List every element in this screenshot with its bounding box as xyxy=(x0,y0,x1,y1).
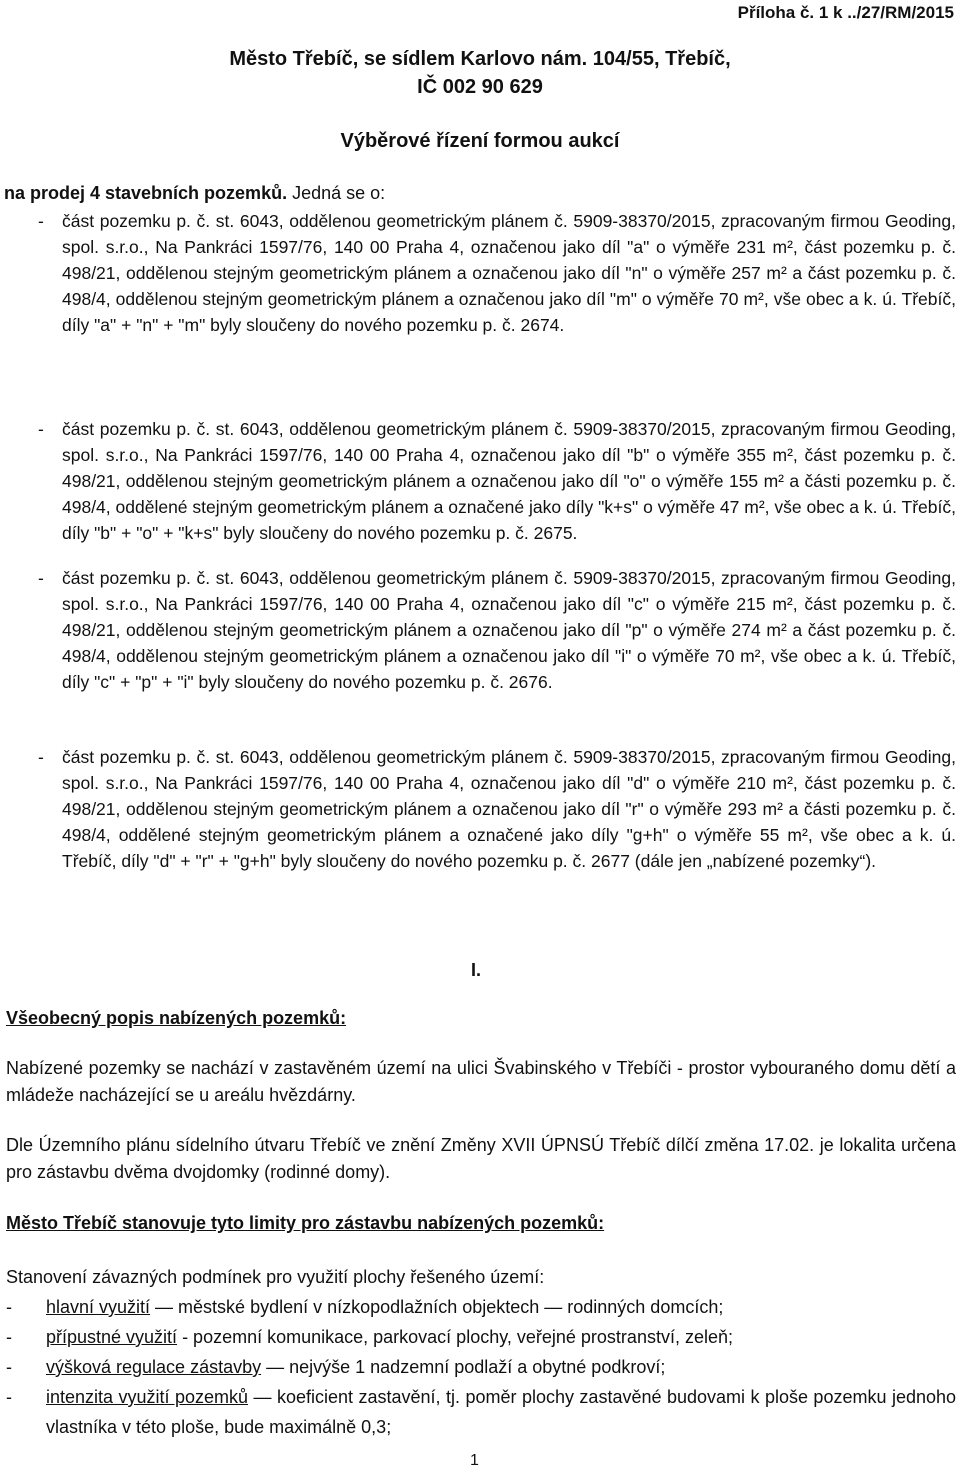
intro-line xyxy=(4,180,385,206)
issuer-id: IČ 002 90 629 xyxy=(417,76,543,98)
parcel-item-1 xyxy=(6,208,956,338)
limits-section xyxy=(6,1262,956,1442)
limit-item xyxy=(6,1322,956,1352)
limit-text: — městské bydlení v nízkopodlažních objektech — rodinných domcích; xyxy=(150,1297,724,1317)
parcel-item-text: část pozemku p. č. st. 6043, oddělenou geometrickým plánem č. 5909-38370/2015, zpracovaným firmou Geoding, spol. s.r.o., Na Pankráci 1597/76, 140 00 Praha 4, označenou jako díl "d" o výměře 210 m², část pozemku p. č. 498/21, oddělenou stejným geometrickým plánem a označenou jako díl "r" o výměře 293 m² a části pozemku p. č. 498/4, oddělené stejným geometrickým plánem a označené jako díly "g+h" o výměře 55 m², vše obec a k. ú. Třebíč, díly "d" + "r" + "g+h" byly sloučeny do nového pozemku p. č. 2677 (dále jen „nabízené pozemky“). xyxy=(62,747,956,871)
paragraph-zoning: Dle Územního plánu sídelního útvaru Třebíč ve znění Změny XVII ÚPNSÚ Třebíč dílčí změna 17.02. je lokalita určena pro zástavbu dvěma dvojdomky (rodinné domy). xyxy=(6,1135,956,1182)
parcel-item-3 xyxy=(6,565,956,695)
intro-rest: Jedná se o: xyxy=(287,183,386,203)
parcel-item-2 xyxy=(6,416,956,546)
parcel-item-text: část pozemku p. č. st. 6043, oddělenou geometrickým plánem č. 5909-38370/2015, zpracovaným firmou Geoding, spol. s.r.o., Na Pankráci 1597/76, 140 00 Praha 4, označenou jako díl "c" o výměře 215 m², část pozemku p. č. 498/21, oddělenou stejným geometrickým plánem a označenou jako díl "p" o výměře 274 m² a část pozemku p. č. 498/4, oddělenou stejným geometrickým plánem a označenou jako díl "i" o výměře 70 m², vše obec a k. ú. Třebíč, díly "c" + "p" + "i" byly sloučeny do nového pozemku p. č. 2676. xyxy=(62,568,956,692)
limit-item xyxy=(6,1382,956,1442)
limit-term: intenzita využití pozemků xyxy=(46,1387,249,1407)
limit-text: - pozemní komunikace, parkovací plochy, veřejné prostranství, zeleň; xyxy=(177,1327,733,1347)
paragraph-location: Nabízené pozemky se nachází v zastavěném území na ulici Švabinského v Třebíči - prostor vybouraného domu dětí a mládeže nacházející se u areálu hvězdárny. xyxy=(6,1058,956,1105)
limit-text: — koeficient zastavění, tj. poměr plochy zastavěné budovami k ploše pozemku jednoho vlastníka v této ploše, bude maximálně 0,3; xyxy=(46,1387,957,1437)
limit-dash: - xyxy=(6,1387,12,1407)
limit-item xyxy=(6,1352,956,1382)
issuer-line: Město Třebíč, se sídlem Karlovo nám. 104/55, Třebíč, xyxy=(229,48,731,70)
limit-term: hlavní využití xyxy=(46,1297,151,1317)
item-dash: - xyxy=(38,211,44,231)
limit-dash: - xyxy=(6,1357,12,1377)
limits-heading: Město Třebíč stanovuje tyto limity pro zástavbu nabízených pozemků: xyxy=(6,1213,605,1233)
limit-term: výšková regulace zástavby xyxy=(46,1357,262,1377)
document-title: Výběrové řízení formou aukcí xyxy=(340,130,620,152)
item-dash: - xyxy=(38,747,44,767)
parcel-item-text: část pozemku p. č. st. 6043, oddělenou geometrickým plánem č. 5909-38370/2015, zpracovaným firmou Geoding, spol. s.r.o., Na Pankráci 1597/76, 140 00 Praha 4, označenou jako díl "b" o výměře 355 m², část pozemku p. č. 498/21, oddělenou stejným geometrickým plánem a označenou jako díl "o" o výměře 155 m² a části pozemku p. č. 498/4, oddělené stejným geometrickým plánem a označené jako díly "k+s" o výměře 47 m², vše obec a k. ú. Třebíč, díly "b" + "o" + "k+s" byly sloučeny do nového pozemku p. č. 2675. xyxy=(62,419,956,543)
parcel-item-4 xyxy=(6,744,956,874)
conditions-intro: Stanovení závazných podmínek pro využití plochy řešeného území: xyxy=(6,1267,545,1287)
limit-item xyxy=(6,1292,956,1322)
annex-reference: Příloha č. 1 k ../27/RM/2015 xyxy=(737,3,954,22)
item-dash: - xyxy=(38,568,44,588)
section-number: I. xyxy=(471,960,482,980)
parcel-item-text: část pozemku p. č. st. 6043, oddělenou geometrickým plánem č. 5909-38370/2015, zpracovaným firmou Geoding, spol. s.r.o., Na Pankráci 1597/76, 140 00 Praha 4, označenou jako díl "a" o výměře 231 m², část pozemku p. č. 498/21, oddělenou stejným geometrickým plánem a označenou jako díl "n" o výměře 257 m² a část pozemku p. č. 498/4, oddělenou stejným geometrickým plánem a označenou jako díl "m" o výměře 70 m², vše obec a k. ú. Třebíč, díly "a" + "n" + "m" byly sloučeny do nového pozemku p. č. 2674. xyxy=(62,211,956,335)
general-description-heading: Všeobecný popis nabízených pozemků: xyxy=(6,1008,347,1028)
limit-dash: - xyxy=(6,1327,12,1347)
page-number: 1 xyxy=(470,1452,479,1469)
limit-dash: - xyxy=(6,1297,12,1317)
item-dash: - xyxy=(38,419,44,439)
limit-term: přípustné využití xyxy=(46,1327,178,1347)
intro-bold: na prodej 4 stavebních pozemků. xyxy=(4,183,288,203)
limit-text: — nejvýše 1 nadzemní podlaží a obytné podkroví; xyxy=(261,1357,666,1377)
